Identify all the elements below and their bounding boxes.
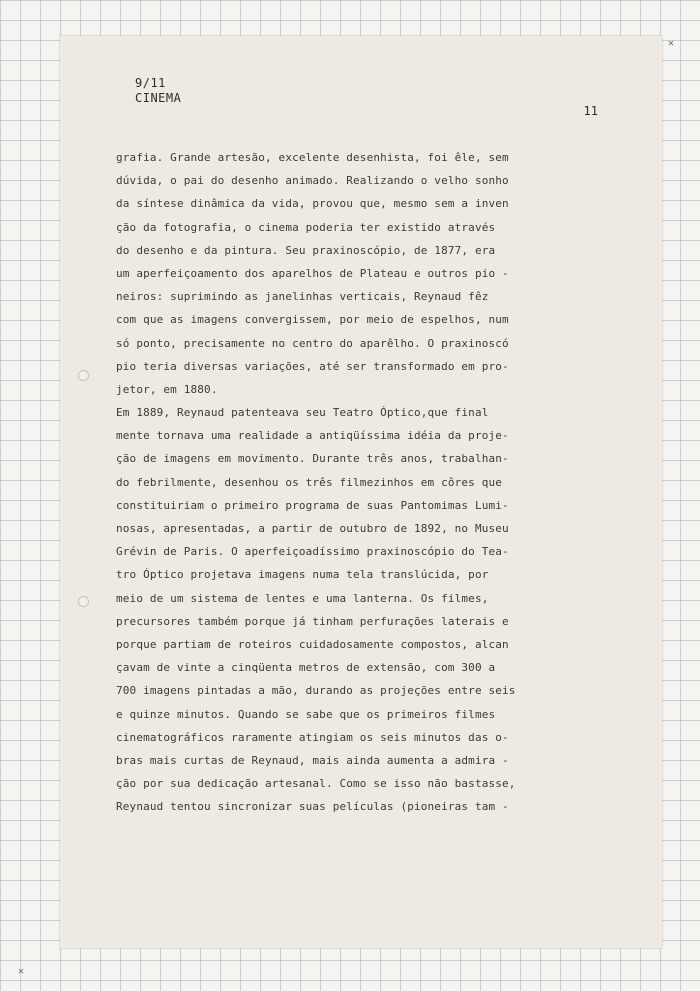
text-line: Reynaud tentou sincronizar suas películas (pioneiras tam - bbox=[116, 800, 509, 814]
corner-mark-icon: ✕ bbox=[668, 38, 675, 49]
text-line: ção da fotografia, o cinema poderia ter existido através bbox=[116, 220, 496, 234]
text-line: ção de imagens em movimento. Durante três anos, trabalhan- bbox=[116, 452, 509, 466]
text-line: só ponto, precisamente no centro do aparêlho. O praxinoscó bbox=[116, 336, 509, 350]
text-line: com que as imagens convergissem, por meio de espelhos, num bbox=[116, 313, 509, 327]
text-line: porque partiam de roteiros cuidadosamente compostos, alcan bbox=[116, 637, 509, 651]
text-line: nosas, apresentadas, a partir de outubro de 1892, no Museu bbox=[116, 522, 509, 535]
text-line: grafia. Grande artesão, excelente desenhista, foi êle, sem bbox=[116, 151, 509, 164]
text-line: meio de um sistema de lentes e uma lanterna. Os filmes, bbox=[116, 591, 489, 605]
text-line: dúvida, o pai do desenho animado. Realizando o velho sonho bbox=[116, 174, 509, 188]
text-line: pio teria diversas variações, até ser transformado em pro- bbox=[116, 359, 509, 373]
text-line: Grévin de Paris. O aperfeiçoadíssimo praxinoscópio do Tea- bbox=[116, 545, 509, 559]
page-number: 11 bbox=[583, 104, 598, 118]
header-reference: 9/11 bbox=[135, 76, 166, 90]
text-line: e quinze minutos. Quando se sabe que os primeiros filmes bbox=[116, 707, 496, 721]
text-line: do febrilmente, desenhou os três filmezinhos em côres que bbox=[116, 475, 503, 489]
text-line: da síntese dinâmica da vida, provou que, mesmo sem a inven bbox=[116, 197, 509, 211]
body-text bbox=[116, 146, 541, 818]
text-line: jetor, em 1880. bbox=[116, 382, 218, 396]
text-line: çavam de vinte a cinqüenta metros de extensão, com 300 a bbox=[116, 661, 496, 675]
header-section: CINEMA bbox=[135, 91, 182, 105]
text-line: constituiriam o primeiro programa de suas Pantomimas Lumi- bbox=[116, 498, 509, 512]
text-line: cinematográficos raramente atingiam os seis minutos das o- bbox=[116, 730, 509, 744]
text-line: um aperfeiçoamento dos aparelhos de Plateau e outros pio - bbox=[116, 266, 509, 280]
text-line: mente tornava uma realidade a antiqüíssima idéia da proje- bbox=[116, 429, 509, 443]
text-line: 700 imagens pintadas a mão, durando as projeções entre seis bbox=[116, 684, 516, 698]
text-line: precursores também porque já tinham perfurações laterais e bbox=[116, 614, 509, 628]
text-line: do desenho e da pintura. Seu praxinoscópio, de 1877, era bbox=[116, 243, 496, 257]
text-line: neiros: suprimindo as janelinhas verticais, Reynaud fêz bbox=[116, 290, 489, 304]
text-line: ção por sua dedicação artesanal. Como se isso não bastasse, bbox=[116, 777, 516, 791]
page-header bbox=[135, 76, 181, 106]
punch-hole bbox=[78, 370, 89, 381]
corner-mark-icon: ✕ bbox=[18, 966, 25, 977]
typewritten-page bbox=[60, 36, 662, 948]
punch-hole bbox=[78, 596, 89, 607]
text-line: Em 1889, Reynaud patenteava seu Teatro Óptico,que final bbox=[116, 406, 489, 420]
text-line: tro Óptico projetava imagens numa tela translúcida, por bbox=[116, 568, 489, 582]
text-line: bras mais curtas de Reynaud, mais ainda aumenta a admira - bbox=[116, 753, 509, 767]
